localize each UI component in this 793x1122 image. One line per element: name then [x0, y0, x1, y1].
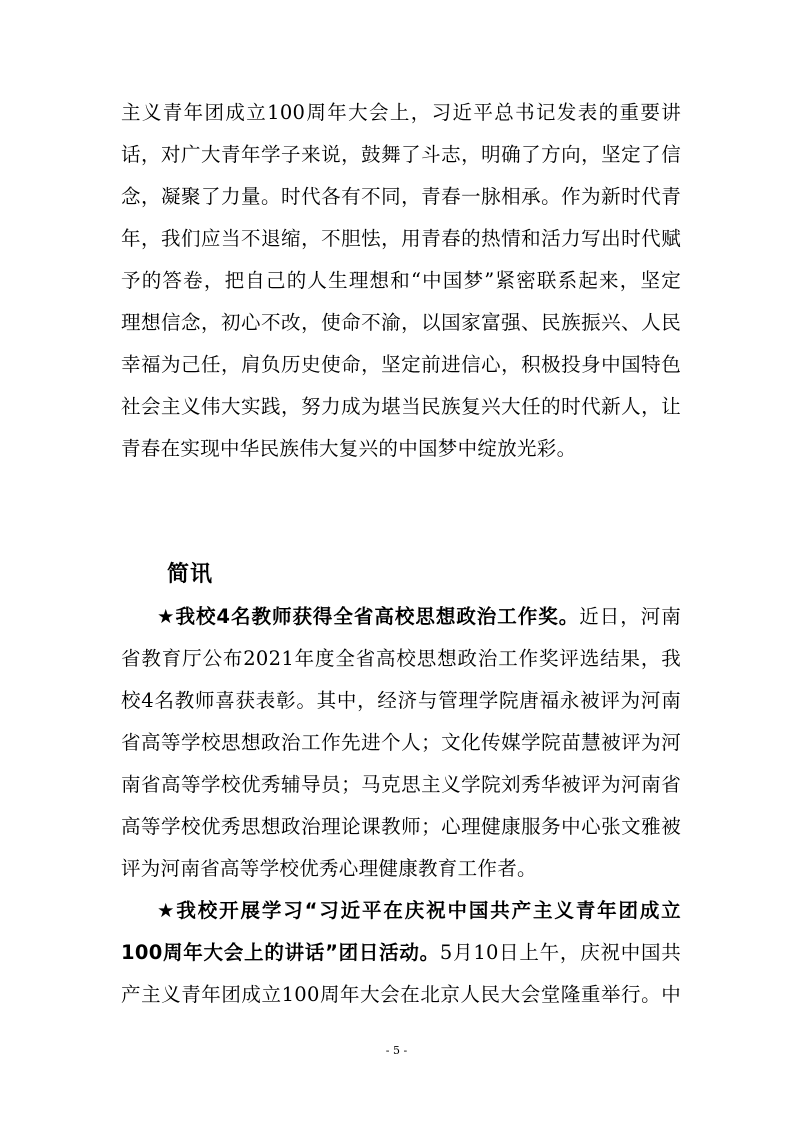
intro-line-5: 予的答卷，把自己的人生理想和“中国梦”紧密联系起来，坚定: [121, 269, 681, 292]
news-item-2-headline-line-2: 100周年大会上的讲话”团日活动。: [121, 941, 440, 964]
news-item-1-line-3: 校4名教师喜获表彰。其中，经济与管理学院唐福永被评为河南: [121, 689, 681, 712]
intro-line-8: 社会主义伟大实践，努力成为堪当民族复兴大任的时代新人，让: [121, 395, 681, 418]
news-item-2-line-3: 产主义青年团成立100周年大会在北京人民大会堂隆重举行。中: [121, 983, 681, 1006]
news-item-1-line-5: 南省高等学校优秀辅导员；马克思主义学院刘秀华被评为河南省: [121, 773, 681, 796]
intro-line-2: 话，对广大青年学子来说，鼓舞了斗志，明确了方向，坚定了信: [121, 143, 681, 166]
news-item-2-line-2-rest: 5月10日上午，庆祝中国共: [439, 941, 681, 964]
intro-line-4: 年，我们应当不退缩，不胆怯，用青春的热情和活力写出时代赋: [121, 227, 681, 250]
news-item-1-line-6: 高等学校优秀思想政治理论课教师；心理健康服务中心张文雅被: [121, 815, 681, 838]
intro-line-7: 幸福为己任，肩负历史使命，坚定前进信心，积极投身中国特色: [121, 353, 681, 376]
news-item-1-headline: ★我校4名教师获得全省高校思想政治工作奖。: [157, 605, 580, 628]
news-item-1-line-2: 省教育厅公布2021年度全省高校思想政治工作奖评选结果，我: [121, 647, 681, 670]
news-item-2-headline-line-1: ★我校开展学习“习近平在庆祝中国共产主义青年团成立: [157, 899, 681, 922]
news-item-2-line-2: [121, 941, 681, 965]
section-heading: 简讯: [167, 562, 214, 587]
news-item-1-line-7: 评为河南省高等学校优秀心理健康教育工作者。: [121, 857, 537, 880]
intro-line-3: 念，凝聚了力量。时代各有不同，青春一脉相承。作为新时代青: [121, 185, 681, 208]
intro-line-9: 青春在实现中华民族伟大复兴的中国梦中绽放光彩。: [121, 437, 577, 460]
intro-line-6: 理想信念，初心不改，使命不渝，以国家富强、民族振兴、人民: [121, 311, 681, 334]
page-number: - 5 -: [385, 1044, 408, 1057]
news-item-1-line-4: 省高等学校思想政治工作先进个人；文化传媒学院苗慧被评为河: [121, 731, 681, 754]
intro-line-1: 主义青年团成立100周年大会上，习近平总书记发表的重要讲: [121, 101, 681, 124]
news-item-1-first-line-rest: 近日，河南: [579, 605, 681, 628]
news-item-1-first-line: [157, 605, 681, 629]
